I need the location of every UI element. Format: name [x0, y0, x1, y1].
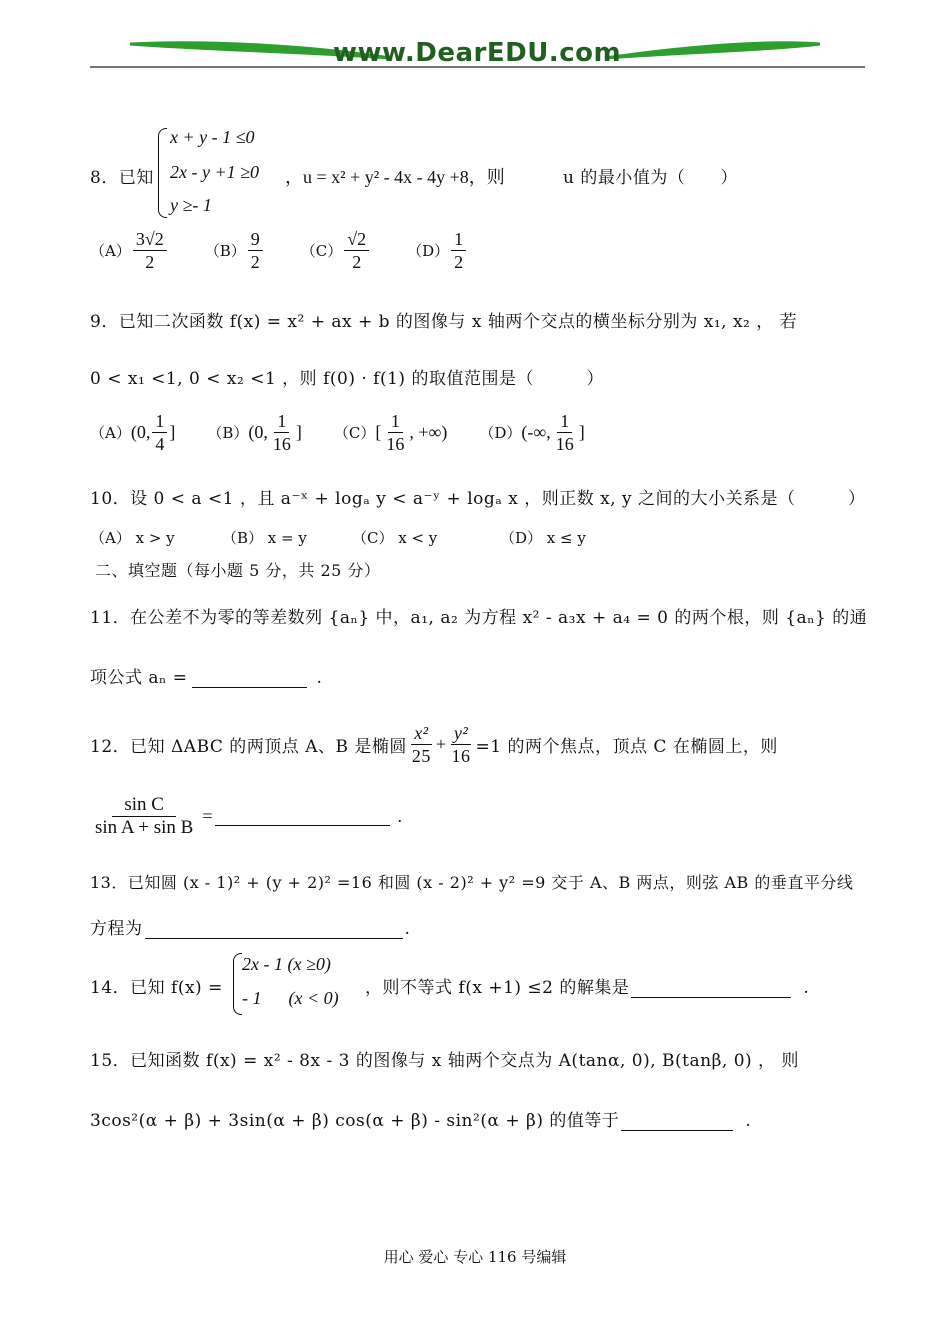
q8-options	[90, 228, 468, 273]
q14-case-2: - 1 (x < 0)	[242, 988, 339, 1008]
q9-option-c[interactable]: （C） [ $\frac{1}{16}$ , +∞)	[333, 411, 448, 454]
q14-pre: 14．已知 f(x) =	[90, 978, 223, 998]
q15-line-1: 15．已知函数 f(x) = x² - 8x - 3 的图像与 x 轴两个交点为 A(tanα, 0), B(tanβ, 0) ， 则	[90, 1051, 799, 1071]
section-2-heading: 二、填空题（每小题 5 分，共 25 分）	[95, 561, 381, 580]
q8-number: 8．已知	[90, 168, 154, 188]
q13-line-1: 13．已知圆 (x - 1)² + (y + 2)² =16 和圆 (x - 2)² + y² =9 交于 A、B 两点，则弦 AB 的垂直平分线	[90, 873, 854, 892]
q8-ineq-1: x + y - 1 ≤0	[170, 127, 255, 147]
q13-answer-blank[interactable]	[145, 920, 403, 939]
q12-line-2: $\frac{\text{sin C}}{\text{sin A + sin B}}$ = .	[95, 794, 403, 838]
q15-line-2: 3cos²(α + β) + 3sin(α + β) cos(α + β) - sin²(α + β) 的值等于 .	[90, 1111, 752, 1131]
right-swoosh-icon	[605, 43, 820, 58]
q13-line-2: 方程为 .	[90, 919, 411, 939]
q14-case-1: 2x - 1 (x ≥0)	[242, 954, 331, 974]
q9-line-2: 0 < x₁ <1, 0 < x₂ <1 ，则 f(0) · f(1) 的取值范围是（ ）	[90, 369, 604, 389]
q8-option-d[interactable]: （D） $\frac{1}{2}$	[407, 228, 468, 273]
q9-line-1: 9．已知二次函数 f(x) = x² + ax + b 的图像与 x 轴两个交点的横坐标分别为 x₁, x₂ ， 若	[90, 312, 798, 332]
q8-option-c[interactable]: （C） $\frac{√2}{2}$	[301, 228, 371, 273]
q9-options	[90, 410, 585, 455]
q9-option-d[interactable]: （D） (-∞, $\frac{1}{16}$ ]	[479, 411, 585, 454]
q10-option-a[interactable]: （A） x > y	[90, 529, 175, 547]
q11-answer-blank[interactable]	[192, 669, 307, 688]
q8-option-b[interactable]: （B） $\frac{9}{2}$	[205, 228, 265, 273]
q10-line: 10．设 0 < a <1 ，且 a⁻ˣ + logₐ y < a⁻ʸ + logₐ x ，则正数 x, y 之间的大小关系是（ ）	[90, 489, 866, 509]
q10-option-c[interactable]: （C） x < y	[352, 529, 438, 547]
q14-brace	[233, 953, 242, 1015]
page-footer: 用心 爱心 专心 116 号编辑	[383, 1248, 567, 1266]
q14-answer-blank[interactable]	[631, 979, 791, 998]
q10-option-d[interactable]: （D） x ≤ y	[500, 529, 586, 547]
q9-option-a[interactable]: （A） (0, $\frac{1}{4}$ ]	[90, 411, 176, 454]
q8-ineq-2: 2x - y +1 ≥0	[170, 162, 259, 182]
q12-line-1: 12．已知 ΔABC 的两顶点 A、B 是椭圆 $\frac{\text{x²}}{25}$ + $\frac{\text{y²}}{16}$ =1 的两个焦点，顶点 C 在椭圆上，则	[90, 723, 778, 766]
q8-option-a[interactable]: （A） $\frac{3√2}{2}$	[90, 228, 169, 273]
q8-tail: u 的最小值为（ ）	[563, 168, 738, 188]
q9-option-b[interactable]: （B） (0, $\frac{1}{16}$ ]	[207, 411, 302, 454]
q10-option-b[interactable]: （B） x = y	[222, 529, 307, 547]
q8-brace	[158, 128, 167, 218]
q8-ineq-3: y ≥- 1	[170, 195, 212, 215]
q11-line-1: 11．在公差不为零的等差数列 {aₙ} 中，a₁, a₂ 为方程 x² - a₃x + a₄ = 0 的两个根，则 {aₙ} 的通	[90, 608, 868, 628]
q15-answer-blank[interactable]	[621, 1112, 733, 1131]
q11-line-2: 项公式 aₙ = .	[90, 668, 323, 688]
q12-answer-blank[interactable]	[215, 807, 390, 826]
site-logo: www.DearEDU.com	[333, 38, 622, 68]
q14-post: ，则不等式 f(x +1) ≤2 的解集是 .	[365, 978, 810, 998]
q8-objective: ，u = x² + y² - 4x - 4y +8，则	[285, 167, 505, 187]
